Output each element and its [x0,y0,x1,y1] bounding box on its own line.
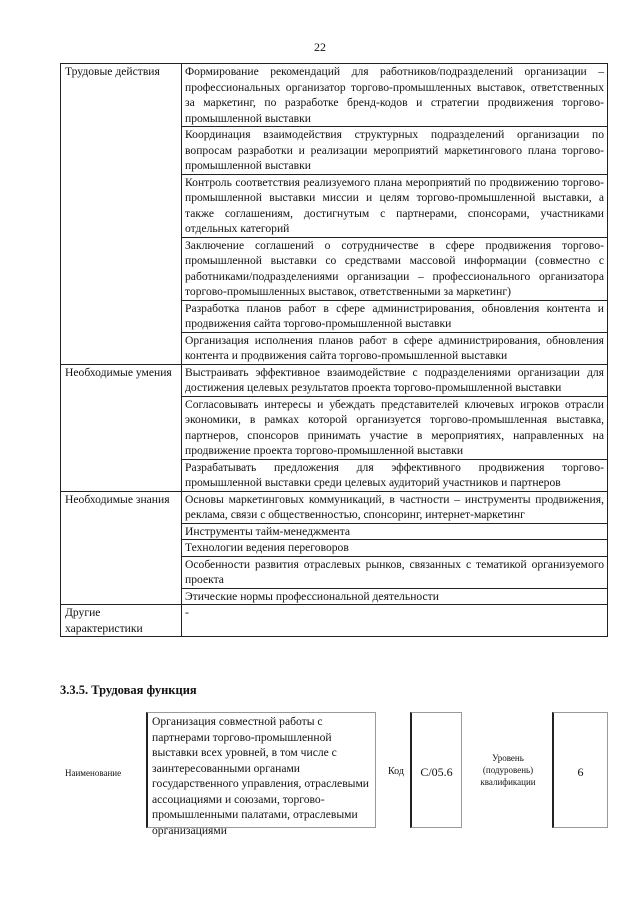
table-cell: Разрабатывать предложения для эффективного продвижения торгово-промышленной выставки среди целевых аудиторий участников и партнеров [182,459,608,491]
table-cell: Организация исполнения планов работ в сфере администрирования, обновления контента и продвижения сайта торгово-промышленной выставки [182,332,608,364]
table-cell: Инструменты тайм-менеджмента [182,523,608,540]
qualification-level-value: 6 [552,712,608,828]
table-row [61,605,608,637]
table-cell: Разработка планов работ в сфере администрирования, обновления контента и продвижения сайта торгово-промышленной выставки [182,300,608,332]
table-cell: Этические нормы профессиональной деятельности [182,588,608,605]
code-value: C/05.6 [410,712,462,828]
row-label-labor-actions: Трудовые действия [61,64,182,365]
name-label: Наименование [65,768,122,778]
table-cell: Особенности развития отраслевых рынков, связанных с тематикой организуемого проекта [182,556,608,588]
labor-function-table [60,63,608,637]
table-row [61,364,608,396]
table-cell: Формирование рекомендаций для работников/подразделений организации – профессиональных организатор торгово-промышленных выставок, ответственных за маркетинг, по разработке бренд-кодов и стратегии продвижения торгово-промышленной выставки [182,64,608,127]
table-cell: Технологии ведения переговоров [182,540,608,557]
name-value: Организация совместной работы с партнерами торгово-промышленной выставки всех уровней, в том числе с заинтересованными органами государственного управления, отраслевыми ассоциациями и союзами, торгово-промышленными палатами, отраслевыми организациями [146,712,376,828]
table-cell: Основы маркетинговых коммуникаций, в частности – инструменты продвижения, реклама, связи с общественностью, спонсоринг, интернет-маркетинг [182,491,608,523]
table-row [61,491,608,523]
table-cell: Согласовывать интересы и убеждать представителей ключевых игроков отрасли экономики, в рамках которой организуется торгово-промышленная выставка, партнеров, спонсоров принимать участие в мероприятиях, направленных на продвижение проекта торгово-промышленной выставки [182,396,608,459]
table-cell: Заключение соглашений о сотрудничестве в сфере продвижения торгово-промышленной выставки со средствами массовой информации (совместно с работниками/подразделениями организации – профессионального организатора торгово-промышленных выставок, ответственными за маркетинг) [182,237,608,300]
row-label-required-knowledge: Необходимые знания [61,491,182,605]
table-cell: Координация взаимодействия структурных подразделений организации по вопросам разработки и реализации мероприятий маркетингового плана торгово-промышленной выставки [182,127,608,175]
row-label-other-characteristics: Другие характеристики [61,605,182,637]
code-label: Код [388,766,404,777]
table-row [61,64,608,127]
section-title: 3.3.5. Трудовая функция [60,683,197,697]
table-cell: - [182,605,608,637]
row-label-required-skills: Необходимые умения [61,364,182,491]
table-cell: Контроль соответствия реализуемого плана мероприятий по продвижению торгово-промышленной выставки миссии и целям торгово-промышленной выставки, а также соглашениям, достигнутым с партнерами, спонсорами, участниками отдельных категорий [182,174,608,237]
qualification-level-label: Уровень (подуровень) квалификации [480,753,536,787]
page-number: 22 [314,40,326,54]
table-cell: Выстраивать эффективное взаимодействие с подразделениями организации для достижения целевых результатов проекта торгово-промышленной выставки [182,364,608,396]
